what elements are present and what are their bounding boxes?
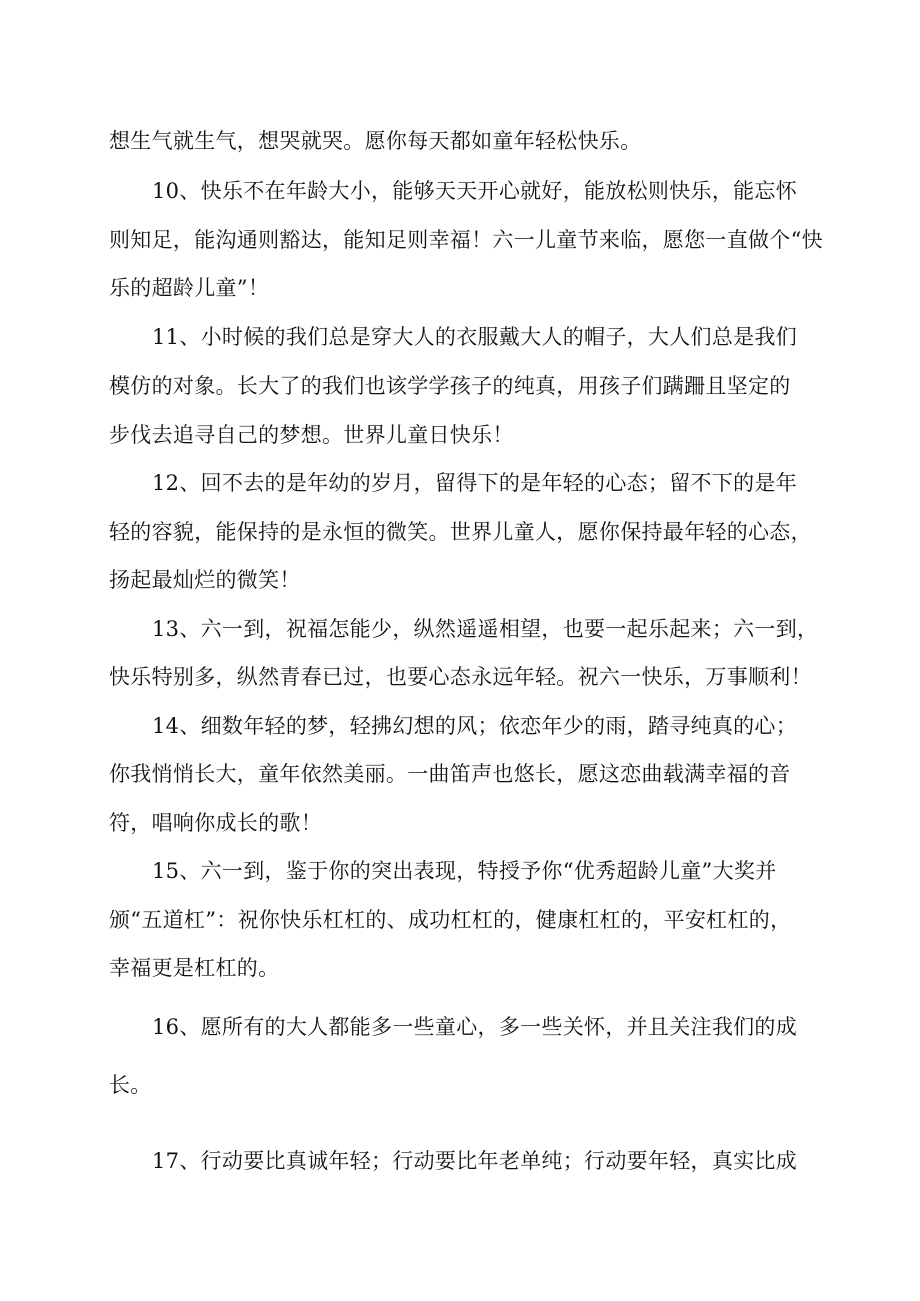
- paragraph-12-line-3: 扬起最灿烂的微笑！: [109, 568, 301, 592]
- paragraph-12-line-2: 轻的容貌，能保持的是永恒的微笑。世界儿童人，愿你保持最年轻的心态，: [109, 520, 812, 544]
- paragraph-13-line-2: 快乐特别多，纵然青春已过，也要心态永远年轻。祝六一快乐，万事顺利！: [109, 665, 812, 689]
- paragraph-11-line-2: 模仿的对象。长大了的我们也该学学孩子的纯真，用孩子们蹒跚且坚定的: [109, 374, 791, 398]
- text-line: 想生气就生气，想哭就哭。愿你每天都如童年轻松快乐。: [109, 129, 642, 153]
- paragraph-11-line-1: 11、小时候的我们总是穿大人的衣服戴大人的帽子，大人们总是我们: [152, 325, 798, 349]
- paragraph-13-line-1: 13、六一到，祝福怎能少，纵然遥遥相望，也要一起乐起来；六一到，: [152, 617, 819, 641]
- paragraph-15-line-2: 颁“五道杠”：祝你快乐杠杠的、成功杠杠的，健康杠杠的，平安杠杠的，: [109, 908, 792, 932]
- paragraph-14-line-3: 符，唱响你成长的歌！: [109, 811, 322, 835]
- paragraph-11-line-3: 步伐去追寻自己的梦想。世界儿童日快乐！: [109, 423, 514, 447]
- paragraph-16-line-1: 16、愿所有的大人都能多一些童心，多一些关怀，并且关注我们的成: [152, 1015, 798, 1039]
- paragraph-10-line-1: 10、快乐不在年龄大小，能够天天开心就好，能放松则快乐，能忘怀: [152, 179, 798, 203]
- paragraph-16-line-2: 长。: [109, 1073, 152, 1097]
- paragraph-15-line-1: 15、六一到，鉴于你的突出表现，特授予你“优秀超龄儿童”大奖并: [152, 859, 777, 883]
- paragraph-10-line-3: 乐的超龄儿童”！: [109, 276, 270, 300]
- paragraph-12-line-1: 12、回不去的是年幼的岁月，留得下的是年轻的心态；留不下的是年: [152, 471, 798, 495]
- paragraph-10-line-2: 则知足，能沟通则豁达，能知足则幸福！六一儿童节来临，愿您一直做个“快: [109, 228, 823, 252]
- paragraph-14-line-2: 你我悄悄长大，童年依然美丽。一曲笛声也悠长，愿这恋曲载满幸福的音: [109, 762, 791, 786]
- paragraph-15-line-3: 幸福更是杠杠的。: [109, 956, 280, 980]
- paragraph-14-line-1: 14、细数年轻的梦，轻拂幻想的风；依恋年少的雨，踏寻纯真的心；: [152, 714, 798, 738]
- paragraph-17-line-1: 17、行动要比真诚年轻；行动要比年老单纯；行动要年轻，真实比成: [152, 1149, 798, 1173]
